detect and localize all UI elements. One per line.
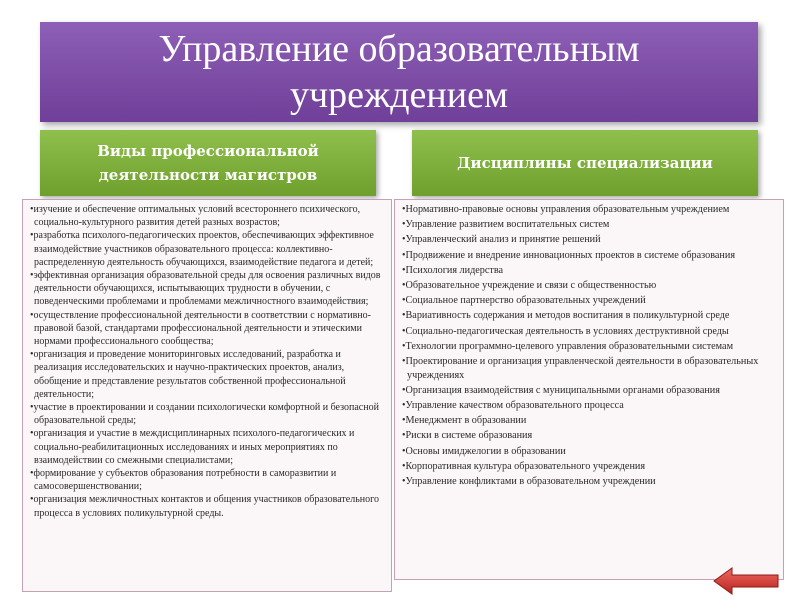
left-column-header — [40, 130, 376, 196]
list-item — [402, 460, 777, 474]
bullet-marker: • — [402, 355, 406, 367]
bullet-marker: • — [402, 445, 406, 457]
bullet-marker: • — [30, 494, 34, 506]
list-item-text: Основы имиджелогии в образовании — [405, 445, 566, 457]
bullet-marker: • — [30, 468, 34, 480]
back-button[interactable] — [712, 566, 780, 596]
list-item-text: Проектирование и организация управленческой деятельности в образовательных учреждениях — [405, 355, 759, 381]
bullet-marker: • — [30, 349, 34, 361]
bullet-marker: • — [402, 219, 406, 231]
list-item-text: Продвижение и внедрение инновационных проектов в системе образования — [405, 249, 736, 261]
list-item-text: Технологии программно-целевого управления образовательными системам — [405, 340, 734, 352]
bullet-marker: • — [402, 460, 406, 472]
list-item-text: формирование у субъектов образования потребности в саморазвитии и самосовершенствовании; — [33, 468, 337, 493]
list-item-text: разработка психолого-педагогических проектов, обеспечивающих эффективное взаимодействие участников образовательного процесса: коллективно-распределенную деятельность обучающихся, взаимодействие педагога и детей; — [33, 230, 374, 268]
list-item-text: Образовательное учреждение и связи с общественностью — [405, 279, 657, 291]
bullet-marker: • — [30, 309, 34, 321]
bullet-marker: • — [402, 249, 406, 261]
bullet-marker: • — [30, 428, 34, 440]
list-item — [30, 467, 385, 493]
list-item-text: Нормативно-правовые основы управления образовательным учреждением — [405, 204, 730, 215]
list-item-text: организация и проведение мониторинговых исследований, разработка и реализация исследовательских и научно-практических проектов, анализ, обобщение и представление результатов собственной профессиональной деятельности; — [33, 349, 346, 400]
bullet-marker: • — [30, 230, 34, 242]
bullet-marker: • — [402, 325, 406, 337]
bullet-marker: • — [402, 340, 406, 352]
bullet-marker: • — [402, 430, 406, 442]
title-banner — [40, 22, 758, 122]
list-item — [402, 429, 777, 443]
right-header-label: Дисциплины специализации — [457, 154, 713, 172]
list-item-text: Социально-педагогическая деятельность в условиях деструктивной среды — [405, 325, 729, 337]
page-title: Управление образовательным учреждением — [158, 28, 640, 116]
bullet-marker: • — [402, 279, 406, 291]
bullet-marker: • — [402, 234, 406, 246]
list-item-text: Управленческий анализ и принятие решений — [405, 234, 601, 246]
list-item — [402, 325, 777, 339]
list-item — [30, 203, 385, 229]
list-item — [402, 414, 777, 428]
list-item-text: Менеджмент в образовании — [405, 415, 527, 427]
list-item — [30, 269, 385, 309]
disciplines-list — [399, 203, 777, 489]
bullet-marker: • — [402, 384, 406, 396]
list-item-text: Вариативность содержания и методов воспитания в поликультурной среде — [405, 310, 730, 322]
list-item-text: организация межличностных контактов и общения участников образовательного процесса в условиях поликультурной среды. — [33, 494, 379, 519]
list-item — [402, 203, 777, 217]
list-item-text: осуществление профессиональной деятельности в соответствии с нормативно-правовой базой, стандартами профессиональной деятельности и этическими нормами профессионального сообщества; — [33, 309, 371, 348]
bullet-marker: • — [402, 415, 406, 427]
bullet-marker: • — [402, 204, 406, 215]
list-item-text: Корпоративная культура образовательного учреждения — [405, 460, 646, 472]
list-item-text: эффективная организация образовательной среды для освоения различных видов деятельности обучающихся, испытывающих трудности в обучении, с поведенческими проблемами и проблемами межличностного взаимодействия; — [33, 270, 381, 308]
list-item — [402, 384, 777, 398]
list-item — [402, 340, 777, 354]
list-item — [402, 309, 777, 323]
list-item-text: изучение и обеспечение оптимальных условий всестороннего психического, социально-культурного развития детей разных возрастов; — [33, 204, 361, 229]
list-item-text: организация и участие в междисциплинарных психолого-педагогических и социально-реабилитационных исследованиях и иных мероприятиях по взаимодействии со смежными специалистами; — [33, 428, 355, 466]
list-item-text: Риски в системе образования — [405, 430, 533, 442]
bullet-marker: • — [402, 295, 406, 307]
list-item-text: Управление развитием воспитательных систем — [405, 219, 610, 231]
list-item — [402, 264, 777, 278]
list-item-text: Управление качеством образовательного процесса — [405, 400, 624, 412]
list-item — [402, 233, 777, 247]
disciplines-list-box — [394, 199, 784, 580]
list-item — [30, 493, 385, 519]
professional-activities-list — [27, 203, 385, 520]
left-arrow-icon[interactable] — [712, 566, 780, 596]
bullet-marker: • — [30, 204, 34, 215]
list-item — [402, 249, 777, 263]
right-column-header — [412, 130, 758, 196]
list-item — [30, 427, 385, 467]
bullet-marker: • — [402, 310, 406, 322]
bullet-marker: • — [402, 400, 406, 412]
list-item — [402, 355, 777, 383]
bullet-marker: • — [30, 270, 34, 282]
list-item-text: Психология лидерства — [405, 264, 504, 276]
list-item-text: участие в проектировании и создании психологически комфортной и безопасной образовательной среды; — [33, 402, 379, 427]
list-item — [402, 475, 777, 489]
list-item-text: Управление конфликтами в образовательном учреждении — [405, 475, 656, 487]
list-item — [402, 399, 777, 413]
list-item-text: Организация взаимодействия с муниципальными органами образования — [405, 384, 720, 396]
list-item — [402, 294, 777, 308]
list-item — [30, 348, 385, 401]
list-item — [402, 445, 777, 459]
list-item — [402, 218, 777, 232]
list-item — [30, 309, 385, 349]
left-header-label: Виды профессиональной деятельности магистров — [97, 142, 319, 184]
bullet-marker: • — [30, 402, 34, 414]
professional-activities-list-box — [22, 199, 392, 592]
list-item — [30, 401, 385, 427]
bullet-marker: • — [402, 264, 406, 276]
list-item — [402, 279, 777, 293]
list-item-text: Социальное партнерство образовательных учреждений — [405, 295, 646, 307]
bullet-marker: • — [402, 475, 406, 487]
list-item — [30, 229, 385, 269]
